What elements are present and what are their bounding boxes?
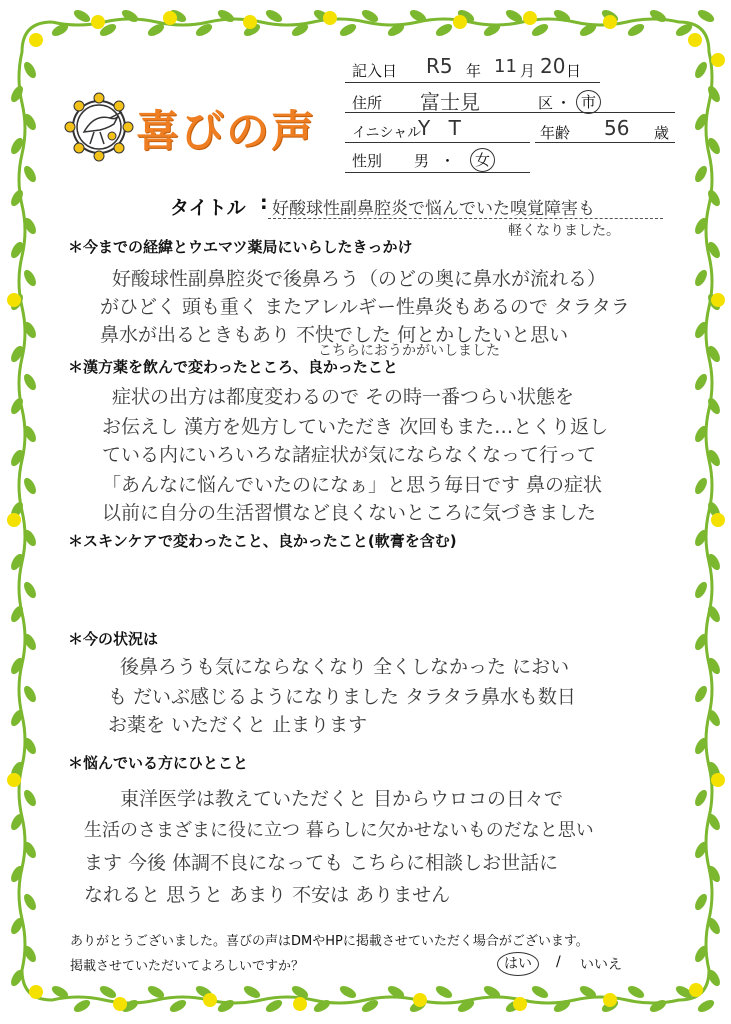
footer-thanks: ありがとうございました。喜びの声はDMやHPに掲載させていただく場合がございます。	[70, 934, 589, 949]
history-line-3: 鼻水が出るときもあり 不快でした 何とかしたいと思い	[100, 324, 569, 346]
footer-question: 掲載させていただいてよろしいですか？	[70, 959, 305, 974]
year-label: 年	[466, 62, 482, 80]
logo-title: 喜びの声	[136, 107, 316, 157]
current-line-3: お薬を いただくと 止まります	[108, 714, 368, 736]
gender-female-circled: 女	[470, 148, 495, 172]
footer-no: いいえ	[580, 957, 622, 973]
month-value: 11	[494, 56, 517, 77]
initial-label: イニシャル	[352, 125, 422, 141]
kampo-line-2: お伝えし 漢方を処方していただき 次回もまた…とくり返し	[102, 416, 609, 438]
entry-era-value: R5	[426, 54, 453, 78]
city-label-circled: 市	[576, 90, 601, 114]
advice-line-4: なれると 思うと あまり 不安は ありません	[84, 884, 451, 906]
day-label: 日	[566, 62, 582, 80]
history-line-2: がひどく 頭も重く またアレルギー性鼻炎もあるので タラタラ	[100, 296, 630, 318]
history-line-1: 好酸球性副鼻腔炎で後鼻ろう（のどの奥に鼻水が流れる）	[112, 268, 607, 290]
footer-yes-circled: はい	[497, 952, 539, 976]
entry-date-label: 記入日	[352, 62, 398, 80]
current-line-2: も だいぶ感じるようになりました タラタラ鼻水も数日	[108, 686, 576, 708]
address-dot: ・	[556, 94, 572, 112]
history-line-4: こちらにおうかがいしました	[318, 343, 500, 359]
gender-dot: ・	[440, 152, 456, 170]
title-text-line1: 好酸球性副鼻腔炎で悩んでいた嗅覚障害も	[272, 199, 595, 219]
kampo-line-3: ている内にいろいろな諸症状が気にならなくなって行って	[102, 444, 597, 466]
kampo-line-1: 症状の出方は都度変わるので その時一番つらい状態を	[112, 386, 575, 408]
section-question-skincare: ＊スキンケアで変わったこと、良かったこと(軟膏を含む)	[68, 532, 457, 550]
section-question-history: ＊今までの経緯とウエマツ薬局にいらしたきっかけ	[68, 238, 413, 256]
kampo-line-4: 「あんなに悩んでいたのになぁ」と思う毎日です 鼻の症状	[102, 474, 603, 496]
address-label: 住所	[352, 94, 383, 112]
month-label: 月	[520, 62, 536, 80]
section-question-kampo: ＊漢方薬を飲んで変わったところ、良かったこと	[68, 358, 398, 376]
age-value: 56	[604, 116, 630, 140]
section-question-current: ＊今の状況は	[68, 630, 159, 648]
address-value: 富士見	[420, 90, 480, 114]
title-text-line2: 軽くなりました。	[508, 223, 620, 239]
day-value: 20	[540, 54, 566, 78]
gender-male: 男	[414, 152, 430, 170]
ward-label: 区	[538, 94, 554, 112]
advice-line-2: 生活のさまざまに役に立つ 暮らしに欠かせないものだなと思い	[84, 820, 594, 841]
kampo-line-5: 以前に自分の生活習慣など良くないところに気づきました	[102, 502, 597, 524]
section-question-advice: ＊悩んでいる方にひとこと	[68, 754, 249, 772]
stork-emblem-icon	[64, 92, 134, 162]
initial-value: Y T	[418, 116, 467, 140]
advice-line-1: 東洋医学は教えていただくと 目からウロコの日々で	[120, 788, 564, 810]
title-colon: :	[260, 192, 268, 214]
title-label: タイトル	[170, 197, 246, 219]
advice-line-3: ます 今後 体調不良になっても こちらに相談しお世話に	[84, 852, 559, 874]
gender-label: 性別	[352, 152, 383, 170]
current-line-1: 後鼻ろうも気にならなくなり 全くしなかった におい	[120, 656, 570, 678]
age-label: 年齢	[540, 124, 571, 142]
age-unit: 歳	[654, 124, 670, 142]
footer-slash: /	[556, 954, 561, 970]
